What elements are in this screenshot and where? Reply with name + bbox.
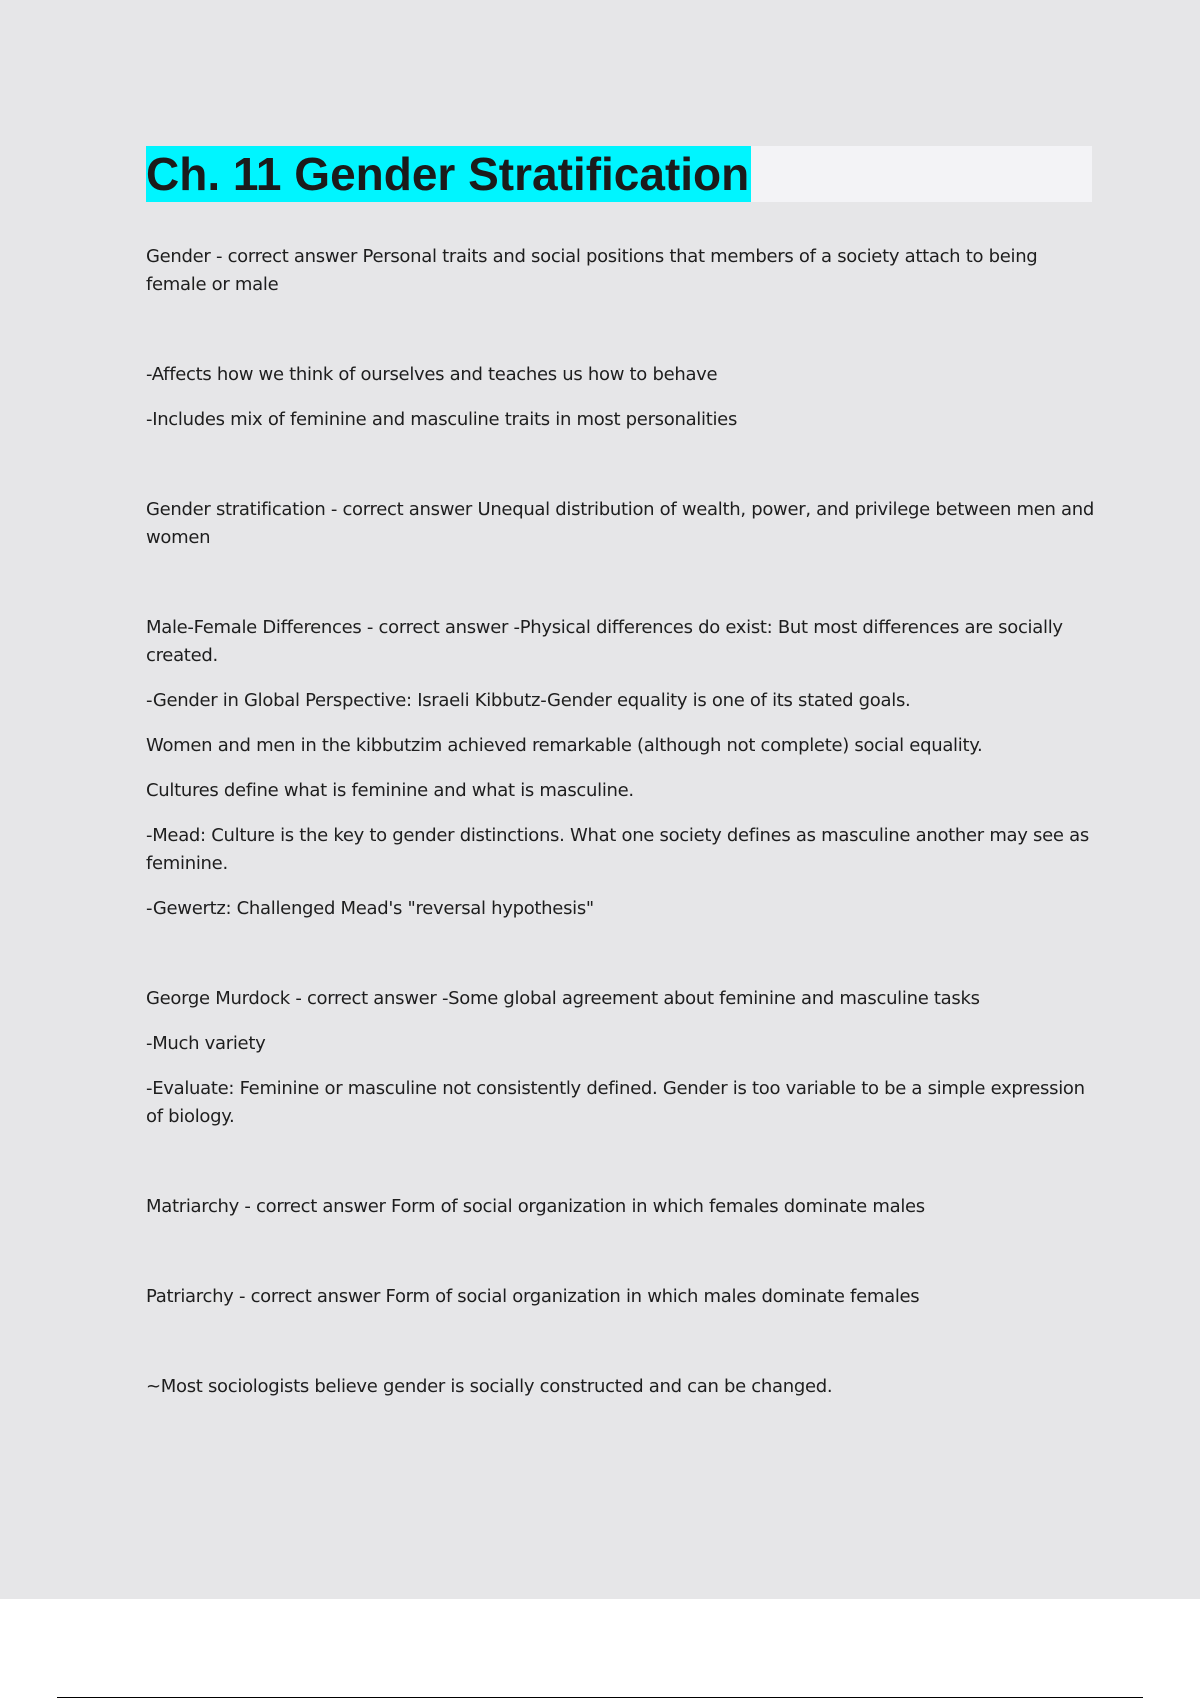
paragraph-mead: -Mead: Culture is the key to gender distinctions. What one society defines as masculine another may see as feminine.	[146, 825, 1089, 874]
paragraph-gender-stratification: Gender stratification - correct answer Unequal distribution of wealth, power, and privilege between men and women	[146, 499, 1094, 548]
footer-divider	[57, 1697, 1143, 1698]
paragraph-includes-mix: -Includes mix of feminine and masculine traits in most personalities	[146, 409, 738, 430]
paragraph-patriarchy: Patriarchy - correct answer Form of social organization in which males dominate females	[146, 1286, 920, 1307]
paragraph-affects: -Affects how we think of ourselves and teaches us how to behave	[146, 364, 718, 385]
paragraph-cultures-define: Cultures define what is feminine and what is masculine.	[146, 780, 634, 801]
document-body	[146, 243, 1096, 1401]
paragraph-kibbutzim: Women and men in the kibbutzim achieved remarkable (although not complete) social equality.	[146, 735, 983, 756]
paragraph-socially-constructed: ~Most sociologists believe gender is socially constructed and can be changed.	[146, 1376, 833, 1397]
paragraph-male-female-differences: Male-Female Differences - correct answer -Physical differences do exist: But most differences are socially created.	[146, 617, 1063, 666]
paragraph-evaluate: -Evaluate: Feminine or masculine not consistently defined. Gender is too variable to be a simple expression of biology.	[146, 1078, 1085, 1127]
document-title: Ch. 11 Gender Stratification	[146, 148, 750, 200]
paragraph-much-variety: -Much variety	[146, 1033, 266, 1054]
paragraph-george-murdock: George Murdock - correct answer -Some global agreement about feminine and masculine tasks	[146, 988, 980, 1009]
paragraph-global-perspective: -Gender in Global Perspective: Israeli Kibbutz-Gender equality is one of its stated goals.	[146, 690, 911, 711]
paragraph-gender-definition: Gender - correct answer Personal traits and social positions that members of a society attach to being female or male	[146, 246, 1038, 295]
paragraph-gewertz: -Gewertz: Challenged Mead's "reversal hypothesis"	[146, 898, 594, 919]
paragraph-matriarchy: Matriarchy - correct answer Form of social organization in which females dominate males	[146, 1196, 925, 1217]
